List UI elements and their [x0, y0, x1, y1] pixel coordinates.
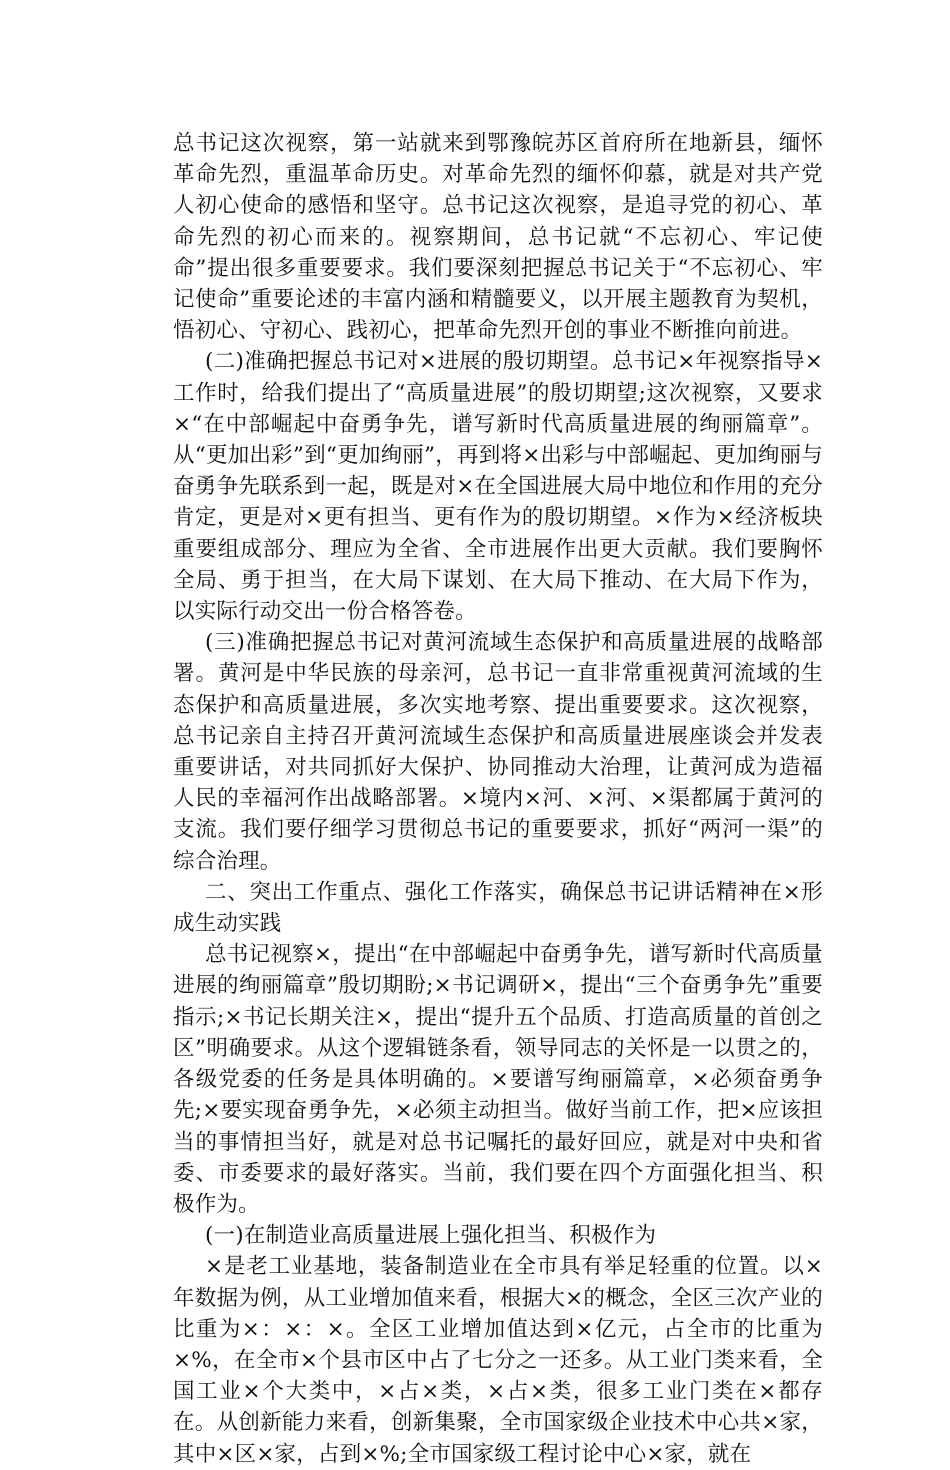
paragraph-1: 总书记这次视察，第一站就来到鄂豫皖苏区首府所在地新县，缅怀革命先烈，重温革命历史。对革命先烈的缅怀仰慕，就是对共产党人初心使命的感悟和坚守。总书记这次视察，是追寻党的初心、革命先烈的初心而来的。视察期间，总书记就“不忘初心、牢记使命”提出很多重要要求。我们要深刻把握总书记关于“不忘初心、牢记使命”重要论述的丰富内涵和精髓要义，以开展主题教育为契机，悟初心、守初心、践初心，把革命先烈开创的事业不断推向前进。 [173, 131, 823, 344]
paragraph-3: (三)准确把握总书记对黄河流域生态保护和高质量进展的战略部署。黄河是中华民族的母亲河，总书记一直非常重视黄河流域的生态保护和高质量进展，多次实地考察、提出重要要求。这次视察，总书记亲自主持召开黄河流域生态保护和高质量进展座谈会并发表重要讲话，对共同抓好大保护、协同推动大治理，让黄河成为造福人民的幸福河作出战略部署。×境内×河、×河、×渠都属于黄河的支流。我们要仔细学习贯彻总书记的重要要求，抓好“两河一渠”的综合治理。 [173, 630, 823, 874]
paragraph-2: (二)准确把握总书记对×进展的殷切期望。总书记×年视察指导×工作时，给我们提出了“高质量进展”的殷切期望;这次视察，又要求×“在中部崛起中奋勇争先，谱写新时代高质量进展的绚丽篇章”。从“更加出彩”到“更加绚丽”，再到将×出彩与中部崛起、更加绚丽与奋勇争先联系到一起，既是对×在全国进展大局中地位和作用的充分肯定，更是对×更有担当、更有作为的殷切期望。×作为×经济板块重要组成部分、理应为全省、全市进展作出更大贡献。我们要胸怀全局、勇于担当，在大局下谋划、在大局下推动、在大局下作为，以实际行动交出一份合格答卷。 [173, 349, 823, 625]
section-heading-2: 二、突出工作重点、强化工作落实，确保总书记讲话精神在×形成生动实践 [173, 879, 823, 937]
subsection-heading-1: (一)在制造业高质量进展上强化担当、积极作为 [205, 1223, 657, 1249]
paragraph-7: ×是老工业基地，装备制造业在全市具有举足轻重的位置。以×年数据为例，从工业增加值来看，根据大×的概念，全区三次产业的比重为×：×：×。全区工业增加值达到×亿元，占全市的比重为×%，在全市×个县市区中占了七分之一还多。从工业门类来看，全国工业×个大类中，×占×类，×占×类，很多工业门类在×都存在。从创新能力来看，创新集聚，全市国家级企业技术中心共×家，其中×区×家，占到×%;全市国家级工程讨论中心×家，就在 [173, 1254, 823, 1467]
body-text [173, 128, 823, 1470]
paragraph-5: 总书记视察×，提出“在中部崛起中奋勇争先，谱写新时代高质量进展的绚丽篇章”殷切期盼;×书记调研×，提出“三个奋勇争先”重要指示;×书记长期关注×，提出“提升五个品质、打造高质量的首创之区”明确要求。从这个逻辑链条看，领导同志的关怀是一以贯之的，各级党委的任务是具体明确的。×要谱写绚丽篇章，×必须奋勇争先;×要实现奋勇争先，×必须主动担当。做好当前工作，把×应该担当的事情担当好，就是对总书记嘱托的最好回应，就是对中央和省委、市委要求的最好落实。当前，我们要在四个方面强化担当、积极作为。 [173, 942, 823, 1217]
